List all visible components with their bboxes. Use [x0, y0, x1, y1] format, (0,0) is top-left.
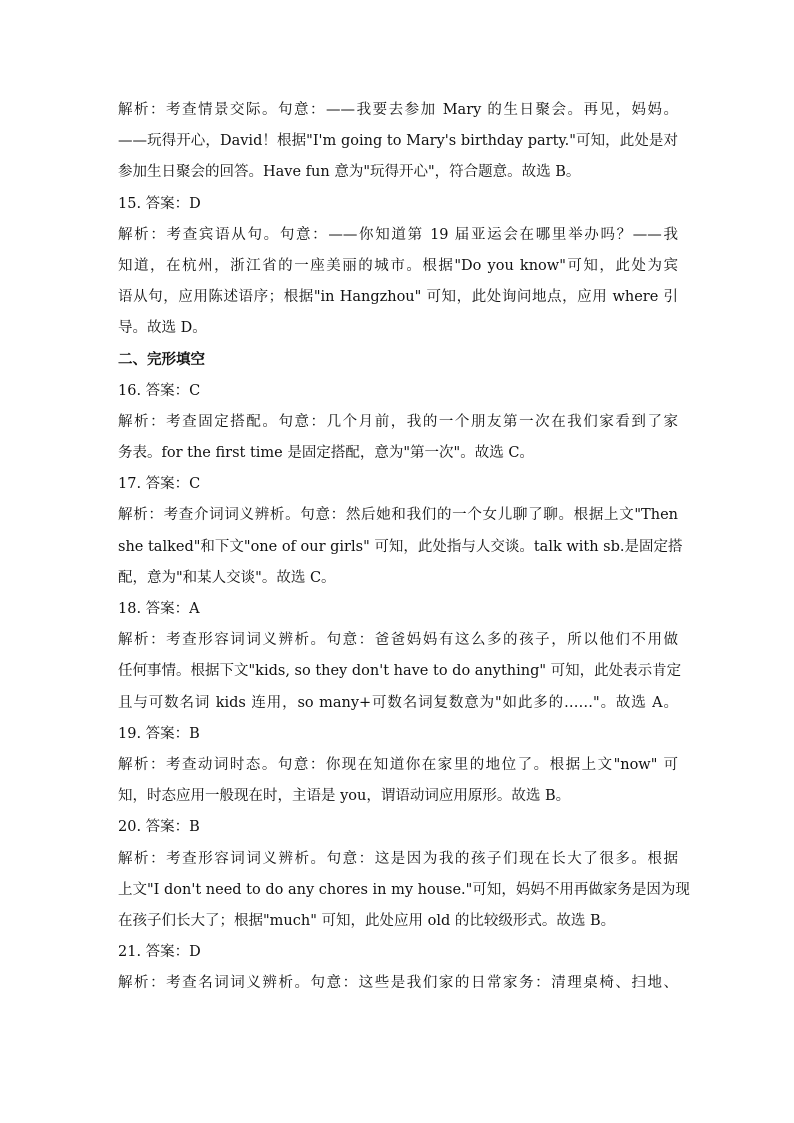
- text-line: 配，意为"和某人交谈"。故选 C。: [118, 569, 336, 586]
- text-line: 知，时态应用一般现在时，主语是 you，谓语动词应用原形。故选 B。: [118, 788, 571, 805]
- text-line: 参加生日聚会的回答。Have fun 意为"玩得开心"，符合题意。故选 B。: [118, 164, 581, 181]
- text-line: 解析：考查情景交际。句意：——我要去参加 Mary 的生日聚会。再见，妈妈。: [118, 102, 678, 118]
- text-line: 解析：考查形容词词义辨析。句意：爸爸妈妈有这么多的孩子，所以他们不用做: [118, 632, 678, 649]
- text-line: 务表。for the first time 是固定搭配，意为"第一次"。故选 C。: [118, 445, 534, 462]
- answer-line: 20. 答案：B: [118, 819, 200, 836]
- answer-explanations: [118, 95, 690, 999]
- answer-line: 15. 答案：D: [118, 195, 201, 212]
- answer-line: 21. 答案：D: [118, 944, 201, 961]
- text-line: 任何事情。根据下文"kids, so they don't have to do anything" 可知，此处表示肯定: [118, 663, 682, 680]
- text-line: 解析：考查介词词义辨析。句意：然后她和我们的一个女儿聊了聊。根据上文"Then: [118, 507, 678, 524]
- text-line: 在孩子们长大了；根据"much" 可知，此处应用 old 的比较级形式。故选 B。: [118, 912, 616, 929]
- text-line: 导。故选 D。: [118, 320, 207, 337]
- text-line: 解析：考查宾语从句。句意：——你知道第 19 届亚运会在哪里举办吗？——我: [118, 226, 678, 243]
- text-line: 语从句，应用陈述语序；根据"in Hangzhou" 可知，此处询问地点，应用 where 引: [118, 289, 678, 306]
- text-line: 且与可数名词 kids 连用，so many+可数名词复数意为"如此多的……"。故选 A。: [118, 694, 678, 711]
- answer-line: 17. 答案：C: [118, 476, 201, 493]
- answer-line: 16. 答案：C: [118, 382, 201, 399]
- answer-line: 19. 答案：B: [118, 725, 200, 742]
- text-line: 上文"I don't need to do any chores in my house."可知，妈妈不用再做家务是因为现: [118, 881, 690, 898]
- text-line: 解析：考查名词词义辨析。句意：这些是我们家的日常家务：清理桌椅、扫地、: [118, 975, 678, 992]
- text-line: she talked"和下文"one of our girls" 可知，此处指与人交谈。talk with sb.是固定搭: [118, 538, 683, 555]
- text-line: 知道，在杭州，浙江省的一座美丽的城市。根据"Do you know"可知，此处为宾: [118, 257, 678, 274]
- section-heading: 二、完形填空: [118, 351, 205, 368]
- text-line: 解析：考查动词时态。句意：你现在知道你在家里的地位了。根据上文"now" 可: [118, 756, 678, 773]
- text-line: 解析：考查固定搭配。句意：几个月前，我的一个朋友第一次在我们家看到了家: [118, 413, 678, 430]
- text-line: ——玩得开心，David！根据"I'm going to Mary's birthday party."可知，此处是对: [118, 133, 678, 150]
- text-line: 解析：考查形容词词义辨析。句意：这是因为我的孩子们现在长大了很多。根据: [118, 850, 678, 867]
- answer-line: 18. 答案：A: [118, 601, 200, 617]
